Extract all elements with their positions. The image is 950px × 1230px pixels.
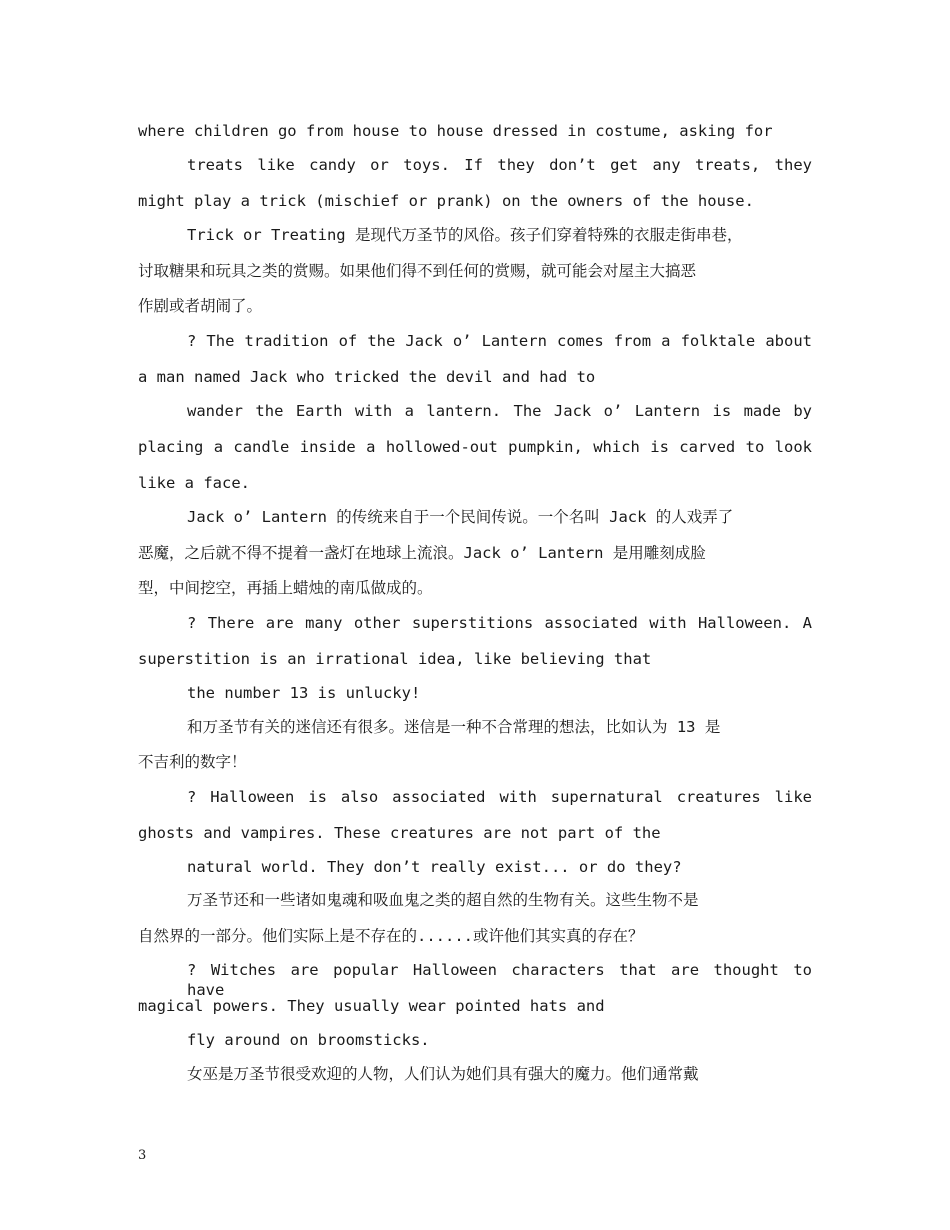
text-line: wander the Earth with a lantern. The Jack o’ Lantern is made by	[187, 402, 812, 420]
text-line: superstition is an irrational idea, like believing that	[138, 650, 652, 668]
text-line: magical powers. They usually wear pointed hats and	[138, 997, 605, 1015]
text-line: 万圣节还和一些诸如鬼魂和吸血鬼之类的超自然的生物有关。这些生物不是	[187, 891, 699, 909]
text-line: 作剧或者胡闹了。	[138, 297, 263, 315]
text-line: 讨取糖果和玩具之类的赏赐。如果他们得不到任何的赏赐，就可能会对屋主大搞恶	[138, 262, 697, 280]
text-line: 型，中间挖空，再插上蜡烛的南瓜做成的。	[138, 579, 433, 597]
text-line: treats like candy or toys. If they don’t get any treats, they	[187, 156, 812, 174]
text-line: the number 13 is unlucky!	[187, 684, 421, 702]
text-line: Trick or Treating 是现代万圣节的风俗。孩子们穿着特殊的衣服走街串巷，	[187, 226, 743, 244]
text-line: a man named Jack who tricked the devil and had to	[138, 368, 596, 386]
text-line: like a face.	[138, 474, 250, 492]
page-number: 3	[138, 1148, 147, 1163]
text-line: 和万圣节有关的迷信还有很多。迷信是一种不合常理的想法，比如认为 13 是	[187, 718, 721, 736]
text-line: placing a candle inside a hollowed-out pumpkin, which is carved to look	[138, 438, 812, 456]
text-line: ? There are many other superstitions associated with Halloween. A	[187, 614, 812, 632]
text-line: ? The tradition of the Jack o’ Lantern comes from a folktale about	[187, 332, 812, 350]
text-line: 自然界的一部分。他们实际上是不存在的......或许他们其实真的存在？	[138, 927, 644, 945]
text-line: natural world. They don’t really exist... or do they?	[187, 858, 682, 876]
text-line: where children go from house to house dressed in costume, asking for	[138, 122, 773, 140]
text-line: ghosts and vampires. These creatures are not part of the	[138, 824, 661, 842]
text-line: 女巫是万圣节很受欢迎的人物，人们认为她们具有强大的魔力。他们通常戴	[187, 1065, 699, 1083]
text-line: fly around on broomsticks.	[187, 1031, 430, 1049]
text-line: 不吉利的数字！	[138, 753, 247, 771]
text-line: ? Halloween is also associated with supernatural creatures like	[187, 788, 812, 806]
text-line: 恶魔，之后就不得不提着一盏灯在地球上流浪。Jack o’ Lantern 是用雕刻成脸	[138, 544, 706, 562]
text-line: Jack o’ Lantern 的传统来自于一个民间传说。一个名叫 Jack 的人戏弄了	[187, 508, 734, 526]
text-line: ? Witches are popular Halloween characters that are thought to have	[187, 961, 812, 999]
text-line: might play a trick (mischief or prank) on the owners of the house.	[138, 192, 754, 210]
